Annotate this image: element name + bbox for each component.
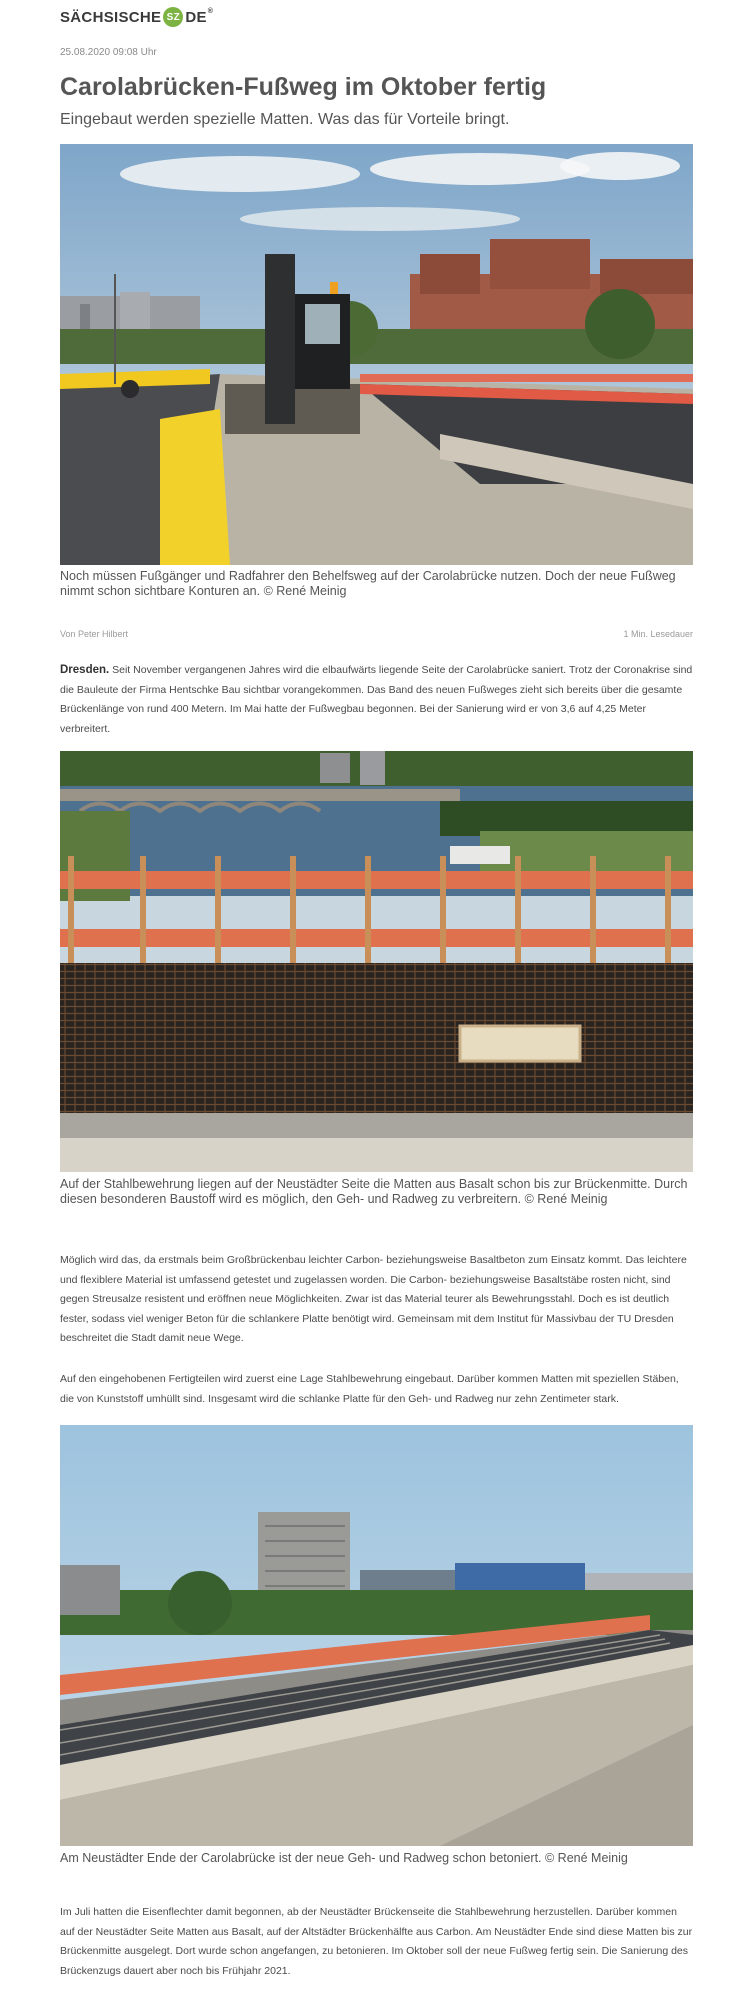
logo-badge-icon: SZ — [163, 7, 183, 27]
image-caption-1: Noch müssen Fußgänger und Radfahrer den Behelfsweg auf der Carolabrücke nutzen. Doch der neue Fußweg nimmt schon sichtbare Konturen an. © René Meinig — [60, 569, 676, 598]
logo-registered-mark: ® — [207, 7, 214, 15]
excavator-bridge-photo[interactable] — [60, 144, 693, 565]
paragraph-1 — [60, 661, 693, 739]
logo-text-left: SÄCHSISCHE — [60, 8, 162, 26]
publish-date: 25.08.2020 09:08 Uhr — [60, 47, 157, 58]
steel-reinforcement-photo[interactable] — [60, 751, 693, 1172]
page-title: Carolabrücken-Fußweg im Oktober fertig — [60, 73, 547, 101]
page-subtitle: Eingebaut werden spezielle Matten. Was das für Vorteile bringt. — [60, 111, 510, 128]
paragraph-1-text: Seit November vergangenen Jahres wird die elbaufwärts liegende Seite der Carolabrücke saniert. Trotz der Coronakrise sind die Bauleute der Firma Hentschke Bau sichtbar vorangekommen. Das Band des neuen Fußweges zieht sich bereits über die gesamte Brückenlänge von rund 400 Metern. Im Mai hatte der Fußwegbau begonnen. Bei der Sanierung wird er von 3,6 auf 4,25 Meter verbreitert. — [60, 664, 693, 735]
paragraph-3: Auf den eingehobenen Fertigteilen wird zuerst eine Lage Stahlbewehrung eingebaut. Darüber kommen Matten mit speziellen Stäben, die von Kunststoff umhüllt sind. Insgesamt wird die schlanke Platte für den Geh- und Radweg nur zehn Zentimeter stark. — [60, 1373, 679, 1405]
concreted-walkway-photo[interactable] — [60, 1425, 693, 1846]
lead-city: Dresden. — [60, 664, 110, 676]
paragraph-4: Im Juli hatten die Eisenflechter damit begonnen, ab der Neustädter Brückenseite die Stahlbewehrung herzustellen. Darüber kommen auf der Neustädter Seite Matten aus Basalt, auf der Altstädter Brückenhälfte aus Carbon. Am Neustädter Ende sind diese Matten bis zur Brückenmitte ausgelegt. Dort wurde schon angefangen, zu betonieren. Im Oktober soll der neue Fußweg fertig sein. Die Sanierung des Brückenzugs dauert aber noch bis Frühjahr 2021. — [60, 1906, 693, 1977]
reading-time: 1 Min. Lesedauer — [623, 629, 693, 639]
paragraph-2: Möglich wird das, da erstmals beim Großbrückenbau leichter Carbon- beziehungsweise Basaltbeton zum Einsatz kommt. Das leichtere und flexiblere Material ist umfassend getestet und zugelassen worden. Die Carbon- beziehungsweise Basaltstäbe rosten nicht, sind gegen Streusalze resistent und eröffnen neue Möglichkeiten. Zwar ist das Material teurer als Bewehrungsstahl. Doch es ist deutlich fester, sodass viel weniger Beton für die schlankere Platte benötigt wird. Gemeinsam mit dem Institut für Massivbau der TU Dresden beschreitet die Stadt damit neue Wege. — [60, 1254, 687, 1344]
image-caption-3: Am Neustädter Ende der Carolabrücke ist der neue Geh- und Radweg schon betoniert. © René Meinig — [60, 1851, 628, 1865]
author: Von Peter Hilbert — [60, 629, 129, 639]
site-logo[interactable] — [60, 6, 213, 28]
image-caption-2: Auf der Stahlbewehrung liegen auf der Neustädter Seite die Matten aus Basalt schon bis zur Brückenmitte. Durch diesen besonderen Baustoff wird es möglich, den Geh- und Radweg zu verbreitern. © René Meinig — [60, 1177, 688, 1206]
logo-text-right: DE — [185, 8, 207, 26]
article-meta — [60, 629, 693, 639]
